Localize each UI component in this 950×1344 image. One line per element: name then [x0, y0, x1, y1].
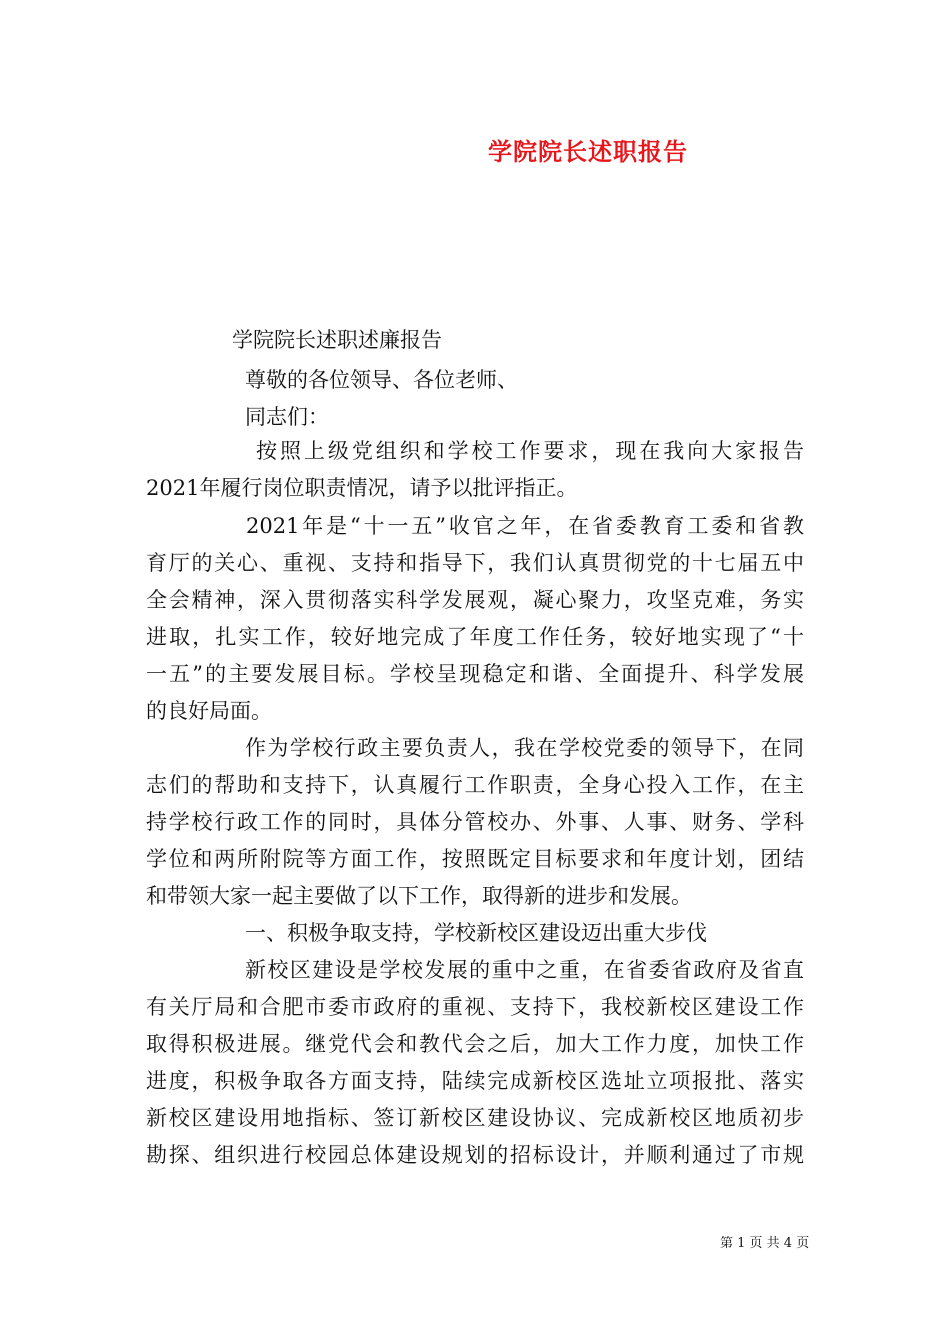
body-line-4: 育厅的关心、重视、支持和指导下，我们认真贯彻党的十七届五中 — [146, 551, 804, 575]
page-title: 学院院长述职报告 — [488, 137, 688, 166]
body-line-8: 的良好局面。 — [146, 699, 272, 723]
body-line-3: 2021年是“十一五”收官之年，在省委教育工委和省教 — [246, 514, 804, 538]
body-line-18: 进度，积极争取各方面支持，陆续完成新校区选址立项报批、落实 — [146, 1069, 804, 1093]
body-line-16: 有关厅局和合肥市委市政府的重视、支持下，我校新校区建设工作 — [146, 995, 804, 1019]
body-line-1: 按照上级党组织和学校工作要求，现在我向大家报告 — [256, 439, 804, 463]
body-line-19: 新校区建设用地指标、签订新校区建设协议、完成新校区地质初步 — [146, 1106, 804, 1130]
body-line-2: 2021年履行岗位职责情况，请予以批评指正。 — [146, 476, 578, 500]
body-line-10: 志们的帮助和支持下，认真履行工作职责，全身心投入工作，在主 — [146, 773, 804, 797]
body-line-13: 和带领大家一起主要做了以下工作，取得新的进步和发展。 — [146, 884, 692, 908]
body-line-7: 一五”的主要发展目标。学校呈现稳定和谐、全面提升、科学发展 — [146, 662, 804, 686]
body-line-9: 作为学校行政主要负责人，我在学校党委的领导下，在同 — [245, 736, 804, 760]
body-line-5: 全会精神，深入贯彻落实科学发展观，凝心聚力，攻坚克难，务实 — [146, 588, 804, 612]
body-line-17: 取得积极进展。继党代会和教代会之后，加大工作力度，加快工作 — [146, 1032, 804, 1056]
body-line-15: 新校区建设是学校发展的重中之重，在省委省政府及省直 — [245, 958, 804, 982]
page-footer: 第 1 页 共 4 页 — [720, 1236, 810, 1251]
body-line-6: 进取，扎实工作，较好地完成了年度工作任务，较好地实现了“十 — [146, 625, 804, 649]
report-subtitle: 学院院长述职述廉报告 — [232, 328, 442, 352]
greeting-line-2: 同志们： — [245, 405, 329, 429]
body-line-12: 学位和两所附院等方面工作，按照既定目标要求和年度计划，团结 — [146, 847, 804, 871]
greeting-line-1: 尊敬的各位领导、各位老师、 — [245, 368, 518, 392]
body-line-11: 持学校行政工作的同时，具体分管校办、外事、人事、财务、学科 — [146, 810, 804, 834]
body-line-20: 勘探、组织进行校园总体建设规划的招标设计，并顺利通过了市规 — [146, 1143, 804, 1167]
section-heading-1: 一、积极争取支持，学校新校区建设迈出重大步伐 — [245, 921, 707, 945]
